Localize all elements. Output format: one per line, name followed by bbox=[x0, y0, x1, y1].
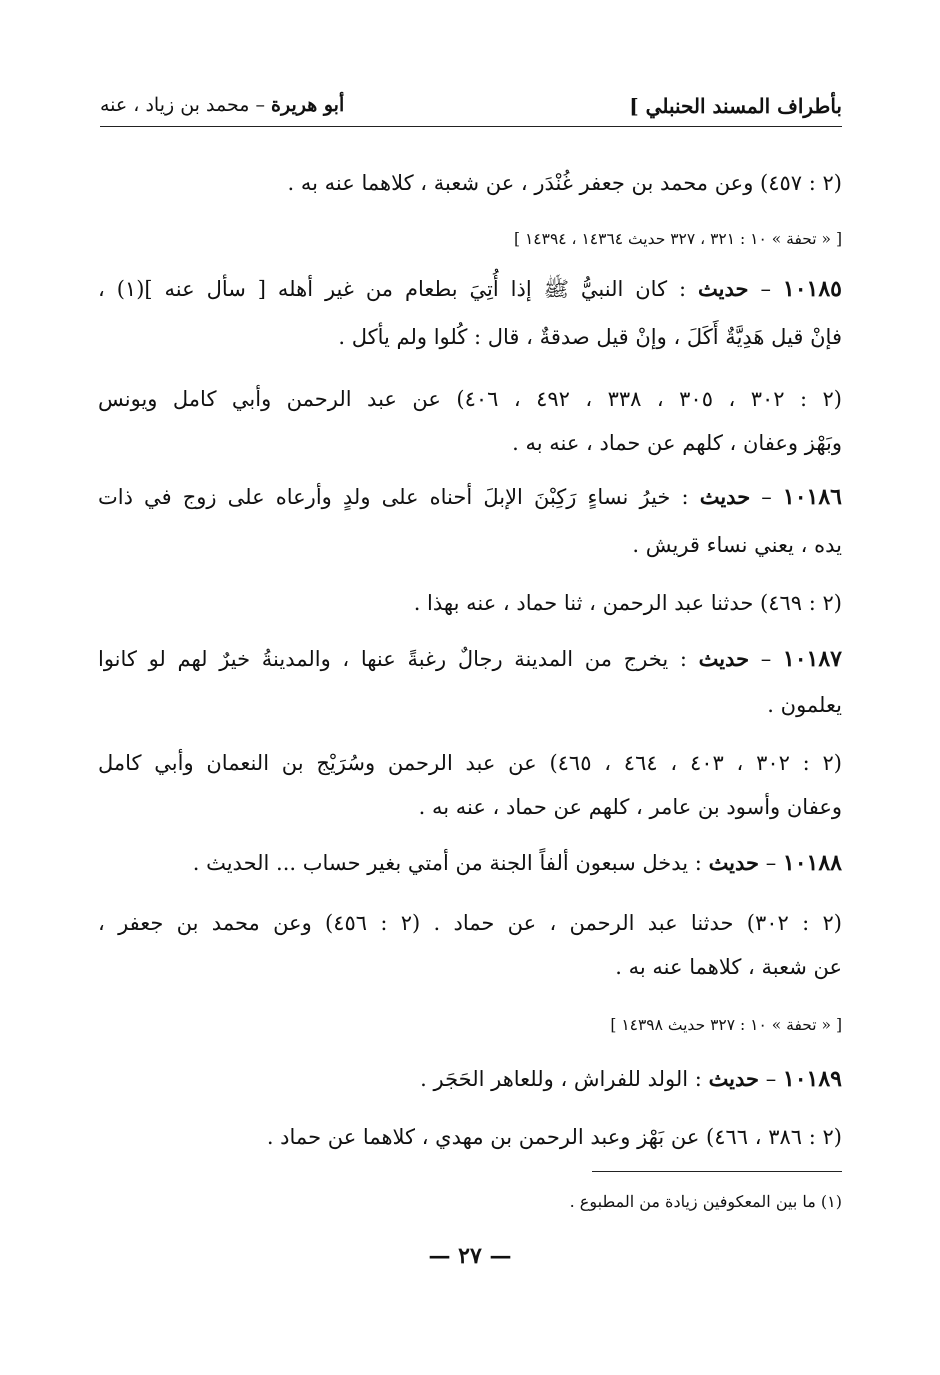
hadith-10186-line-2: يده ، يعني نساء قريش . bbox=[632, 533, 842, 557]
hadith-text: : خيرُ نساءٍ رَكِبْنَ الإبلَ أحناه على ولدٍ وأرعاه على زوج في ذات bbox=[98, 485, 700, 509]
hadith-10188: ١٠١٨٨ – حديث : يدخل سبعون ألفاً الجنة من أمتي بغير حساب ... الحديث . bbox=[192, 850, 842, 876]
page-number: — ٢٧ — bbox=[428, 1243, 512, 1269]
tuhfa-reference-10188: [ « تحفة » ١٠ : ٣٢٧ حديث ١٤٣٩٨ ] bbox=[610, 1016, 842, 1034]
footnote: (١) ما بين المعكوفين زيادة من المطبوع . bbox=[569, 1192, 842, 1211]
hadith-label: حديث bbox=[708, 850, 760, 875]
hadith-10185-line-2: فإنْ قيل هَدِيَّةٌ أَكَلَ ، وإنْ قيل صدقةٌ ، قال : كُلوا ولم يأكل . bbox=[338, 325, 842, 349]
source-line: (٢ : ٤٥٧) وعن محمد بن جعفر غُنْدَر ، عن شعبة ، كلاهما عنه به . bbox=[287, 171, 842, 195]
hadith-number: ١٠١٨٥ bbox=[782, 276, 842, 302]
source-10185-line-1: (٢ : ٣٠٢ ، ٣٠٥ ، ٣٣٨ ، ٤٩٢ ، ٤٠٦) عن عبد الرحمن وأبي كامل ويونس bbox=[98, 387, 842, 411]
hadith-number: ١٠١٨٧ bbox=[782, 646, 842, 672]
hadith-label: حديث bbox=[698, 646, 750, 671]
hadith-number: ١٠١٨٨ bbox=[782, 850, 842, 876]
hadith-10187-line-2: يعلمون . bbox=[767, 693, 842, 717]
header-section-rest: – محمد بن زياد ، عنه bbox=[100, 94, 271, 116]
hadith-10186-line-1: ١٠١٨٦ – حديث : خيرُ نساءٍ رَكِبْنَ الإبلَ أحناه على ولدٍ وأرعاه على زوج في ذات bbox=[98, 484, 842, 510]
source-10186: (٢ : ٤٦٩) حدثنا عبد الرحمن ، ثنا حماد ، عنه بهذا . bbox=[413, 591, 842, 615]
source-10187-line-2: وعفان وأسود بن عامر ، كلهم عن حماد ، عنه به . bbox=[418, 795, 842, 819]
hadith-text: : الولد للفراش ، وللعاهر الحَجَر . bbox=[420, 1067, 709, 1091]
source-10188-line-1: (٢ : ٣٠٢) حدثنا عبد الرحمن ، عن حماد . (٢ : ٤٥٦) وعن محمد بن جعفر ، bbox=[98, 911, 842, 935]
hadith-10187-line-1: ١٠١٨٧ – حديث : يخرج من المدينة رجالٌ رغبةً عنها ، والمدينةُ خيرٌ لهم لو كانوا bbox=[98, 646, 842, 672]
source-10188-line-2: عن شعبة ، كلاهما عنه به . bbox=[615, 955, 842, 979]
hadith-number: ١٠١٨٦ bbox=[782, 484, 842, 510]
tuhfa-reference: [ « تحفة » ١٠ : ٣٢١ ، ٣٢٧ حديث ١٤٣٦٤ ، ١٤٣٩٤ ] bbox=[514, 230, 842, 248]
hadith-10189: ١٠١٨٩ – حديث : الولد للفراش ، وللعاهر الحَجَر . bbox=[420, 1066, 842, 1092]
hadith-text: : يدخل سبعون ألفاً الجنة من أمتي بغير حساب ... الحديث . bbox=[192, 851, 709, 875]
footnote-divider bbox=[592, 1171, 842, 1172]
header-section-bold: أبو هريرة bbox=[271, 94, 345, 116]
header-section-title bbox=[100, 94, 344, 116]
hadith-text: : يخرج من المدينة رجالٌ رغبةً عنها ، والمدينةُ خيرٌ لهم لو كانوا bbox=[98, 647, 699, 671]
source-10189: (٢ : ٣٨٦ ، ٤٦٦) عن بَهْز وعبد الرحمن بن مهدي ، كلاهما عن حماد . bbox=[266, 1125, 842, 1149]
hadith-number: ١٠١٨٩ bbox=[782, 1066, 842, 1092]
hadith-label: حديث bbox=[708, 1066, 760, 1091]
source-10185-line-2: وبَهْز وعفان ، كلهم عن حماد ، عنه به . bbox=[512, 431, 842, 455]
hadith-text: : كان النبيُّ ﷺ إذا أُتِيَ بطعام من غير أهله [ سأل عنه ](١) ، bbox=[98, 277, 699, 301]
source-10187-line-1: (٢ : ٣٠٢ ، ٤٠٣ ، ٤٦٤ ، ٤٦٥) عن عبد الرحمن وسُرَيْج بن النعمان وأبي كامل bbox=[98, 751, 842, 775]
hadith-label: حديث bbox=[699, 484, 751, 509]
hadith-label: حديث bbox=[698, 276, 749, 301]
running-header bbox=[100, 92, 842, 127]
header-book-title: بأطراف المسند الحنبلي ] bbox=[629, 94, 842, 118]
hadith-10185-line-1: ١٠١٨٥ – حديث : كان النبيُّ ﷺ إذا أُتِيَ بطعام من غير أهله [ سأل عنه ](١) ، bbox=[98, 276, 842, 302]
